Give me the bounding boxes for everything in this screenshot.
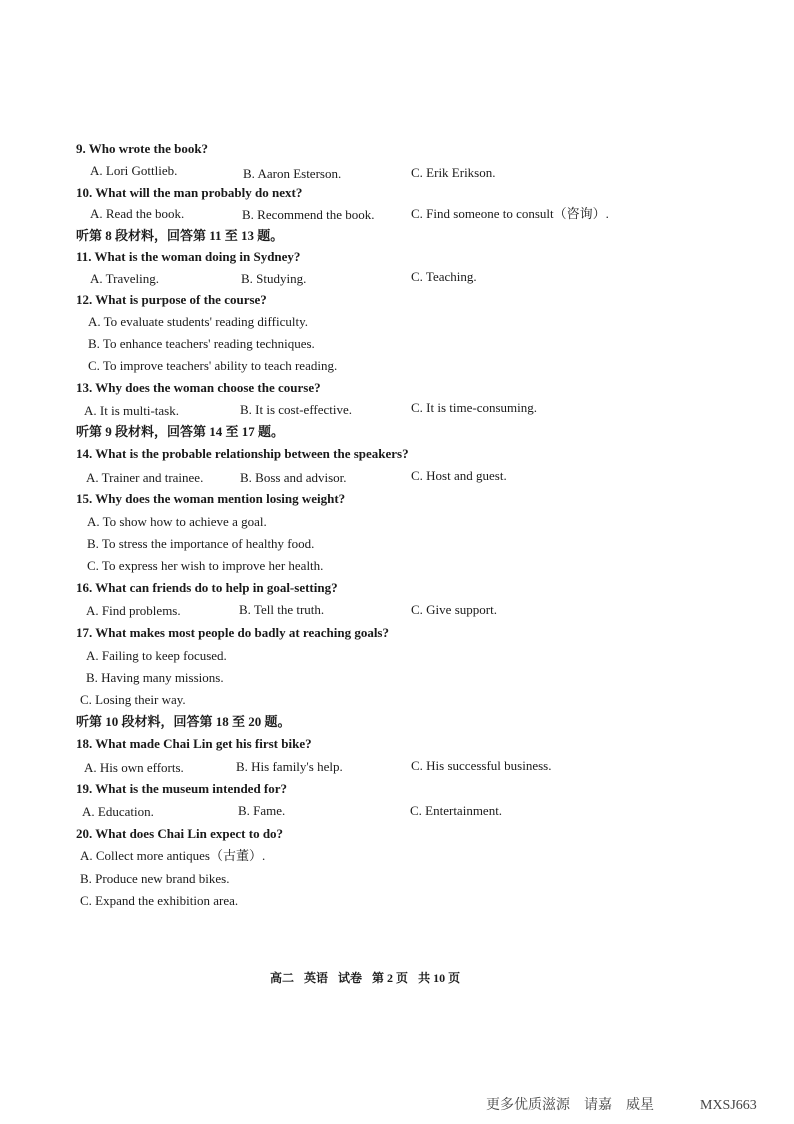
question-18-option-c: C. His successful business. (411, 758, 552, 773)
question-11-option-c: C. Teaching. (411, 269, 477, 284)
question-17-option-a: A. Failing to keep focused. (86, 648, 227, 663)
question-17-stem: 17. What makes most people do badly at reaching goals? (76, 625, 389, 640)
question-18-stem: 18. What made Chai Lin get his first bike? (76, 736, 312, 751)
question-13-option-a: A. It is multi-task. (84, 403, 179, 418)
question-10-option-a: A. Read the book. (90, 206, 185, 221)
question-16-option-b: B. Tell the truth. (239, 602, 325, 617)
question-17-option-c: C. Losing their way. (80, 692, 186, 707)
question-12-stem: 12. What is purpose of the course? (76, 292, 267, 307)
question-16-option-c: C. Give support. (411, 602, 497, 617)
watermark-text-1: 更多优质滋源 (486, 1098, 570, 1113)
question-17-option-b: B. Having many missions. (86, 670, 224, 685)
section-9-instruction: 听第 9 段材料，回答第 14 至 17 题。 (76, 424, 285, 439)
question-10-option-c: C. Find someone to consult（咨询）. (411, 206, 609, 221)
question-19-option-a: A. Education. (82, 804, 154, 819)
question-13-stem: 13. Why does the woman choose the course? (76, 380, 321, 395)
question-12-option-b: B. To enhance teachers' reading techniques. (88, 336, 315, 351)
question-19-stem: 19. What is the museum intended for? (76, 781, 288, 796)
question-19-option-b: B. Fame. (238, 803, 286, 818)
question-9-option-b: B. Aaron Esterson. (243, 166, 342, 181)
question-13-option-b: B. It is cost-effective. (240, 402, 353, 417)
question-15-option-a: A. To show how to achieve a goal. (87, 514, 267, 529)
question-18-option-b: B. His family's help. (236, 759, 343, 774)
question-10-option-b: B. Recommend the book. (242, 207, 375, 222)
question-13-option-c: C. It is time-consuming. (411, 400, 538, 415)
question-20-option-a: A. Collect more antiques（古董）. (80, 848, 266, 863)
question-12-option-a: A. To evaluate students' reading difficulty. (88, 314, 308, 329)
question-9-option-a: A. Lori Gottlieb. (90, 163, 178, 178)
question-10-stem: 10. What will the man probably do next? (76, 185, 303, 200)
question-20-option-b: B. Produce new brand bikes. (80, 871, 230, 886)
question-18-option-a: A. His own efforts. (84, 760, 184, 775)
question-14-stem: 14. What is the probable relationship between the speakers? (76, 446, 409, 461)
footer-paper: 试卷 (338, 971, 363, 985)
page-footer (270, 969, 470, 986)
question-9-stem: 9. Who wrote the book? (76, 141, 209, 156)
question-16-stem: 16. What can friends do to help in goal-setting? (76, 580, 338, 595)
watermark-text-3: 威星 (626, 1098, 654, 1113)
question-14-option-b: B. Boss and advisor. (240, 470, 347, 485)
question-20-option-c: C. Expand the exhibition area. (80, 893, 239, 908)
question-14-option-c: C. Host and guest. (411, 468, 507, 483)
question-11-stem: 11. What is the woman doing in Sydney? (76, 249, 301, 264)
question-16-option-a: A. Find problems. (86, 603, 181, 618)
question-12-option-c: C. To improve teachers' ability to teach reading. (88, 358, 338, 373)
watermark-code: MXSJ663 (700, 1098, 757, 1113)
footer-page: 第 2 页 (372, 971, 409, 985)
question-20-stem: 20. What does Chai Lin expect to do? (76, 826, 284, 841)
question-15-option-b: B. To stress the importance of healthy food. (87, 536, 315, 551)
watermark-line (486, 1094, 771, 1114)
question-11-option-a: A. Traveling. (90, 271, 159, 286)
section-10-instruction: 听第 10 段材料，回答第 18 至 20 题。 (76, 714, 291, 729)
section-8-instruction: 听第 8 段材料，回答第 11 至 13 题。 (76, 228, 284, 243)
question-11-option-b: B. Studying. (241, 271, 307, 286)
footer-subject: 英语 (304, 971, 329, 985)
question-19-option-c: C. Entertainment. (410, 803, 503, 818)
question-14-option-a: A. Trainer and trainee. (86, 470, 204, 485)
footer-total: 共 10 页 (418, 971, 461, 985)
question-15-option-c: C. To express her wish to improve her health. (87, 558, 324, 573)
question-15-stem: 15. Why does the woman mention losing weight? (76, 491, 346, 506)
question-9-option-c: C. Erik Erikson. (411, 165, 496, 180)
footer-grade: 高二 (270, 971, 295, 985)
watermark-text-2: 请嘉 (584, 1098, 612, 1113)
